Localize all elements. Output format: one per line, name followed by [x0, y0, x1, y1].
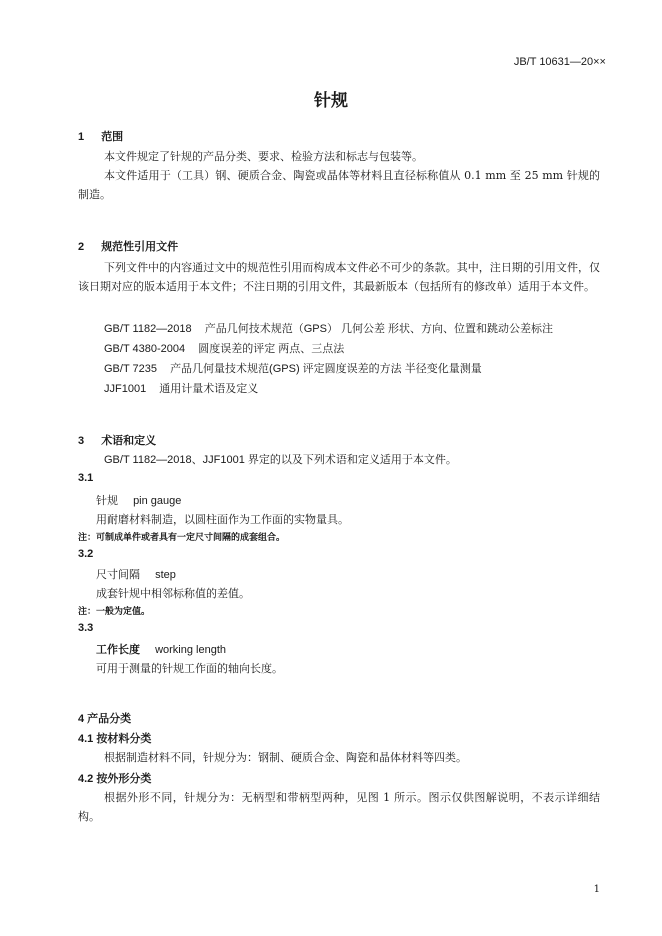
reference-item — [104, 380, 258, 396]
section-1-paragraph-1: 本文件规定了针规的产品分类、要求、检验方法和标志与包装等。 — [104, 150, 423, 163]
section-number: 3 — [78, 435, 85, 447]
section-2-heading — [78, 238, 178, 254]
section-number: 2 — [78, 241, 85, 253]
term-number: 3.1 — [78, 472, 94, 484]
section-3-heading — [78, 432, 156, 448]
reference-title: 圆度误差的评定 两点、三点法 — [198, 343, 345, 355]
term-entry — [96, 641, 226, 657]
reference-code: GB/T 1182—2018 — [104, 323, 192, 335]
section-1-paragraph-2: 本文件适用于（工具）钢、硬质合金、陶瓷或晶体等材料且直径标称值从 0.1 mm 至 25 mm 针规的制造。 — [78, 169, 600, 201]
term-name: 工作长度 — [96, 644, 140, 656]
section-title: 规范性引用文件 — [101, 241, 179, 253]
section-4-2-heading: 4.2 按外形分类 — [78, 773, 152, 785]
section-4-1-text: 根据制造材料不同，针规分为：钢制、硬质合金、陶瓷和晶体材料等四类。 — [104, 751, 467, 764]
term-english: pin gauge — [133, 495, 182, 507]
term-name: 尺寸间隔 — [96, 569, 140, 581]
term-entry — [96, 566, 176, 582]
term-number: 3.2 — [78, 548, 94, 560]
term-english: step — [155, 569, 176, 581]
term-number: 3.3 — [78, 622, 94, 634]
reference-code: GB/T 7235 — [104, 363, 157, 375]
section-1-heading — [78, 128, 123, 144]
section-4-heading: 4 产品分类 — [78, 713, 132, 725]
term-entry — [96, 492, 181, 508]
term-note: 注：可制成单件或者具有一定尺寸间隔的成套组合。 — [78, 532, 286, 542]
section-number: 1 — [78, 131, 85, 143]
section-4-1-heading: 4.1 按材料分类 — [78, 733, 152, 745]
reference-title: 产品几何技术规范（GPS） 几何公差 形状、方向、位置和跳动公差标注 — [204, 323, 554, 335]
reference-item — [104, 360, 482, 376]
page-title: 针规 — [314, 91, 348, 110]
document-code: JB/T 10631—20×× — [513, 56, 606, 68]
reference-item — [104, 320, 553, 336]
page-number: 1 — [593, 884, 600, 895]
section-2-paragraph: 下列文件中的内容通过文中的规范性引用而构成本文件必不可少的条款。其中，注日期的引用文件，仅该日期对应的版本适用于本文件；不注日期的引用文件，其最新版本（包括所有的修改单）适用于本文件。 — [78, 261, 600, 293]
term-definition: 成套针规中相邻标称值的差值。 — [96, 587, 250, 600]
section-3-intro: GB/T 1182—2018、JJF1001 界定的以及下列术语和定义适用于本文件。 — [104, 454, 457, 466]
reference-code: GB/T 4380-2004 — [104, 343, 186, 355]
reference-code: JJF1001 — [104, 383, 147, 395]
term-definition: 用耐磨材料制造，以圆柱面作为工作面的实物量具。 — [96, 513, 349, 526]
reference-title: 通用计量术语及定义 — [159, 383, 259, 395]
reference-title: 产品几何量技术规范(GPS) 评定圆度误差的方法 半径变化量测量 — [170, 363, 482, 375]
section-title: 范围 — [101, 131, 124, 143]
term-english: working length — [155, 644, 226, 656]
term-definition: 可用于测量的针规工作面的轴向长度。 — [96, 662, 283, 675]
term-note: 注：一般为定值。 — [78, 606, 151, 616]
section-title: 术语和定义 — [101, 435, 157, 447]
term-name: 针规 — [96, 495, 118, 507]
reference-item — [104, 340, 344, 356]
section-4-2-text: 根据外形不同，针规分为：无柄型和带柄型两种，见图 1 所示。图示仅供图解说明，不表示详细结构。 — [78, 791, 600, 823]
